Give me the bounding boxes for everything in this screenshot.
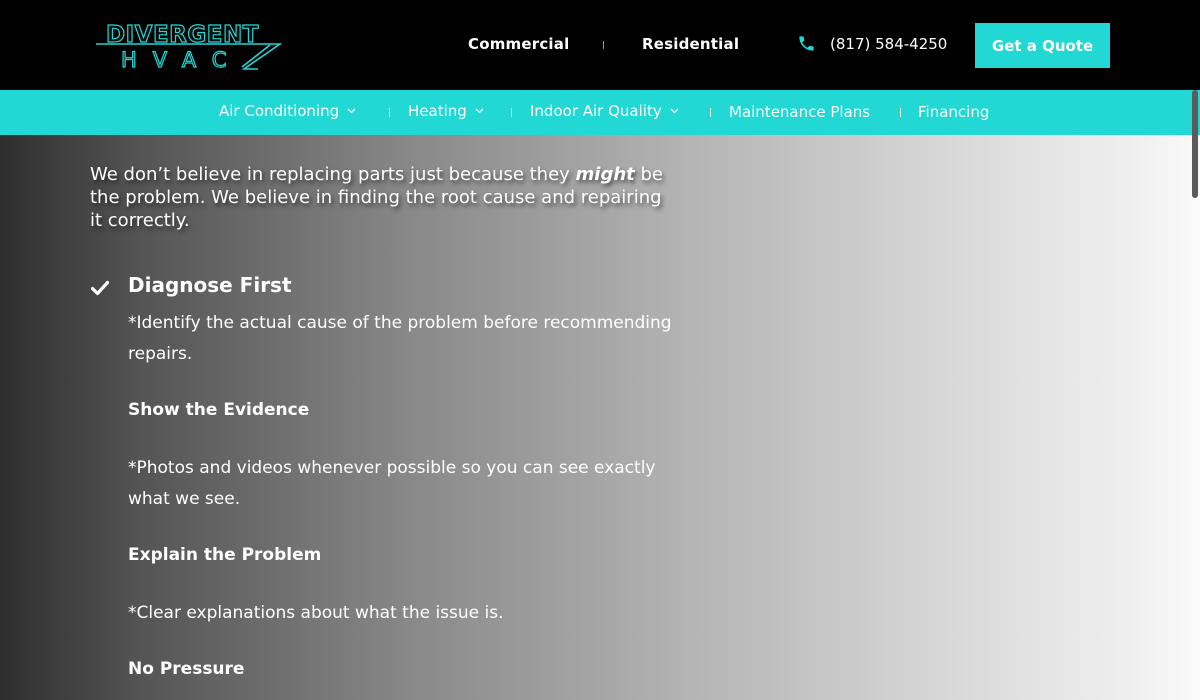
nav-divider — [511, 108, 512, 117]
chevron-down-icon — [670, 108, 679, 114]
nav-air-conditioning[interactable] — [219, 102, 356, 120]
logo-text-bottom: HVAC — [121, 48, 243, 72]
nav-divider — [389, 108, 390, 117]
nav-divider — [710, 108, 711, 117]
nav-commercial[interactable]: Commercial — [468, 35, 570, 53]
feature-subtitle: Show the Evidence — [128, 400, 310, 420]
page-scrollbar[interactable] — [1190, 90, 1200, 700]
scrollbar-thumb[interactable] — [1192, 90, 1198, 198]
feature-description: *Identify the actual cause of the problem before recommending repairs. — [128, 313, 672, 364]
nav-heating[interactable] — [408, 102, 484, 120]
nav-indoor-air-quality[interactable] — [530, 102, 679, 120]
feature-description: *Photos and videos whenever possible so you can see exactly what we see. — [128, 458, 656, 509]
nav-maintenance-plans[interactable] — [729, 103, 870, 121]
nav-divider — [603, 41, 604, 49]
nav-item-label: Air Conditioning — [219, 102, 340, 120]
site-header — [0, 0, 1200, 90]
main-content — [0, 135, 1190, 700]
nav-item-label: Maintenance Plans — [729, 103, 871, 121]
feature-subtitle: Explain the Problem — [128, 545, 322, 565]
phone-number: (817) 584-4250 — [830, 34, 948, 53]
feature-subtitle: No Pressure — [128, 659, 245, 679]
nav-item-label: Financing — [918, 103, 990, 121]
nav-financing[interactable] — [918, 103, 989, 121]
nav-item-label: Heating — [408, 102, 467, 120]
phone-icon — [797, 34, 816, 53]
phone-link[interactable] — [797, 34, 947, 53]
site-logo[interactable] — [94, 19, 282, 73]
intro-paragraph — [90, 163, 670, 232]
feature-title: Diagnose First — [128, 273, 292, 297]
nav-item-label: Indoor Air Quality — [530, 102, 662, 120]
main-nav — [0, 90, 1200, 135]
check-icon — [91, 280, 109, 296]
logo-graphic — [94, 19, 282, 73]
intro-text: be the problem. We believe in finding the root cause and repairing it correctly. — [90, 164, 664, 231]
intro-emphasis: might — [575, 164, 635, 185]
get-a-quote-button[interactable]: Get a Quote — [975, 23, 1110, 68]
chevron-down-icon — [347, 108, 356, 114]
nav-residential[interactable]: Residential — [642, 35, 740, 53]
feature-description: *Clear explanations about what the issue is. — [128, 603, 504, 623]
chevron-down-icon — [475, 108, 484, 114]
logo-text-top: DIVERGENT — [106, 22, 259, 48]
nav-divider — [900, 108, 901, 117]
intro-text: We don’t believe in replacing parts just because they — [90, 164, 576, 185]
